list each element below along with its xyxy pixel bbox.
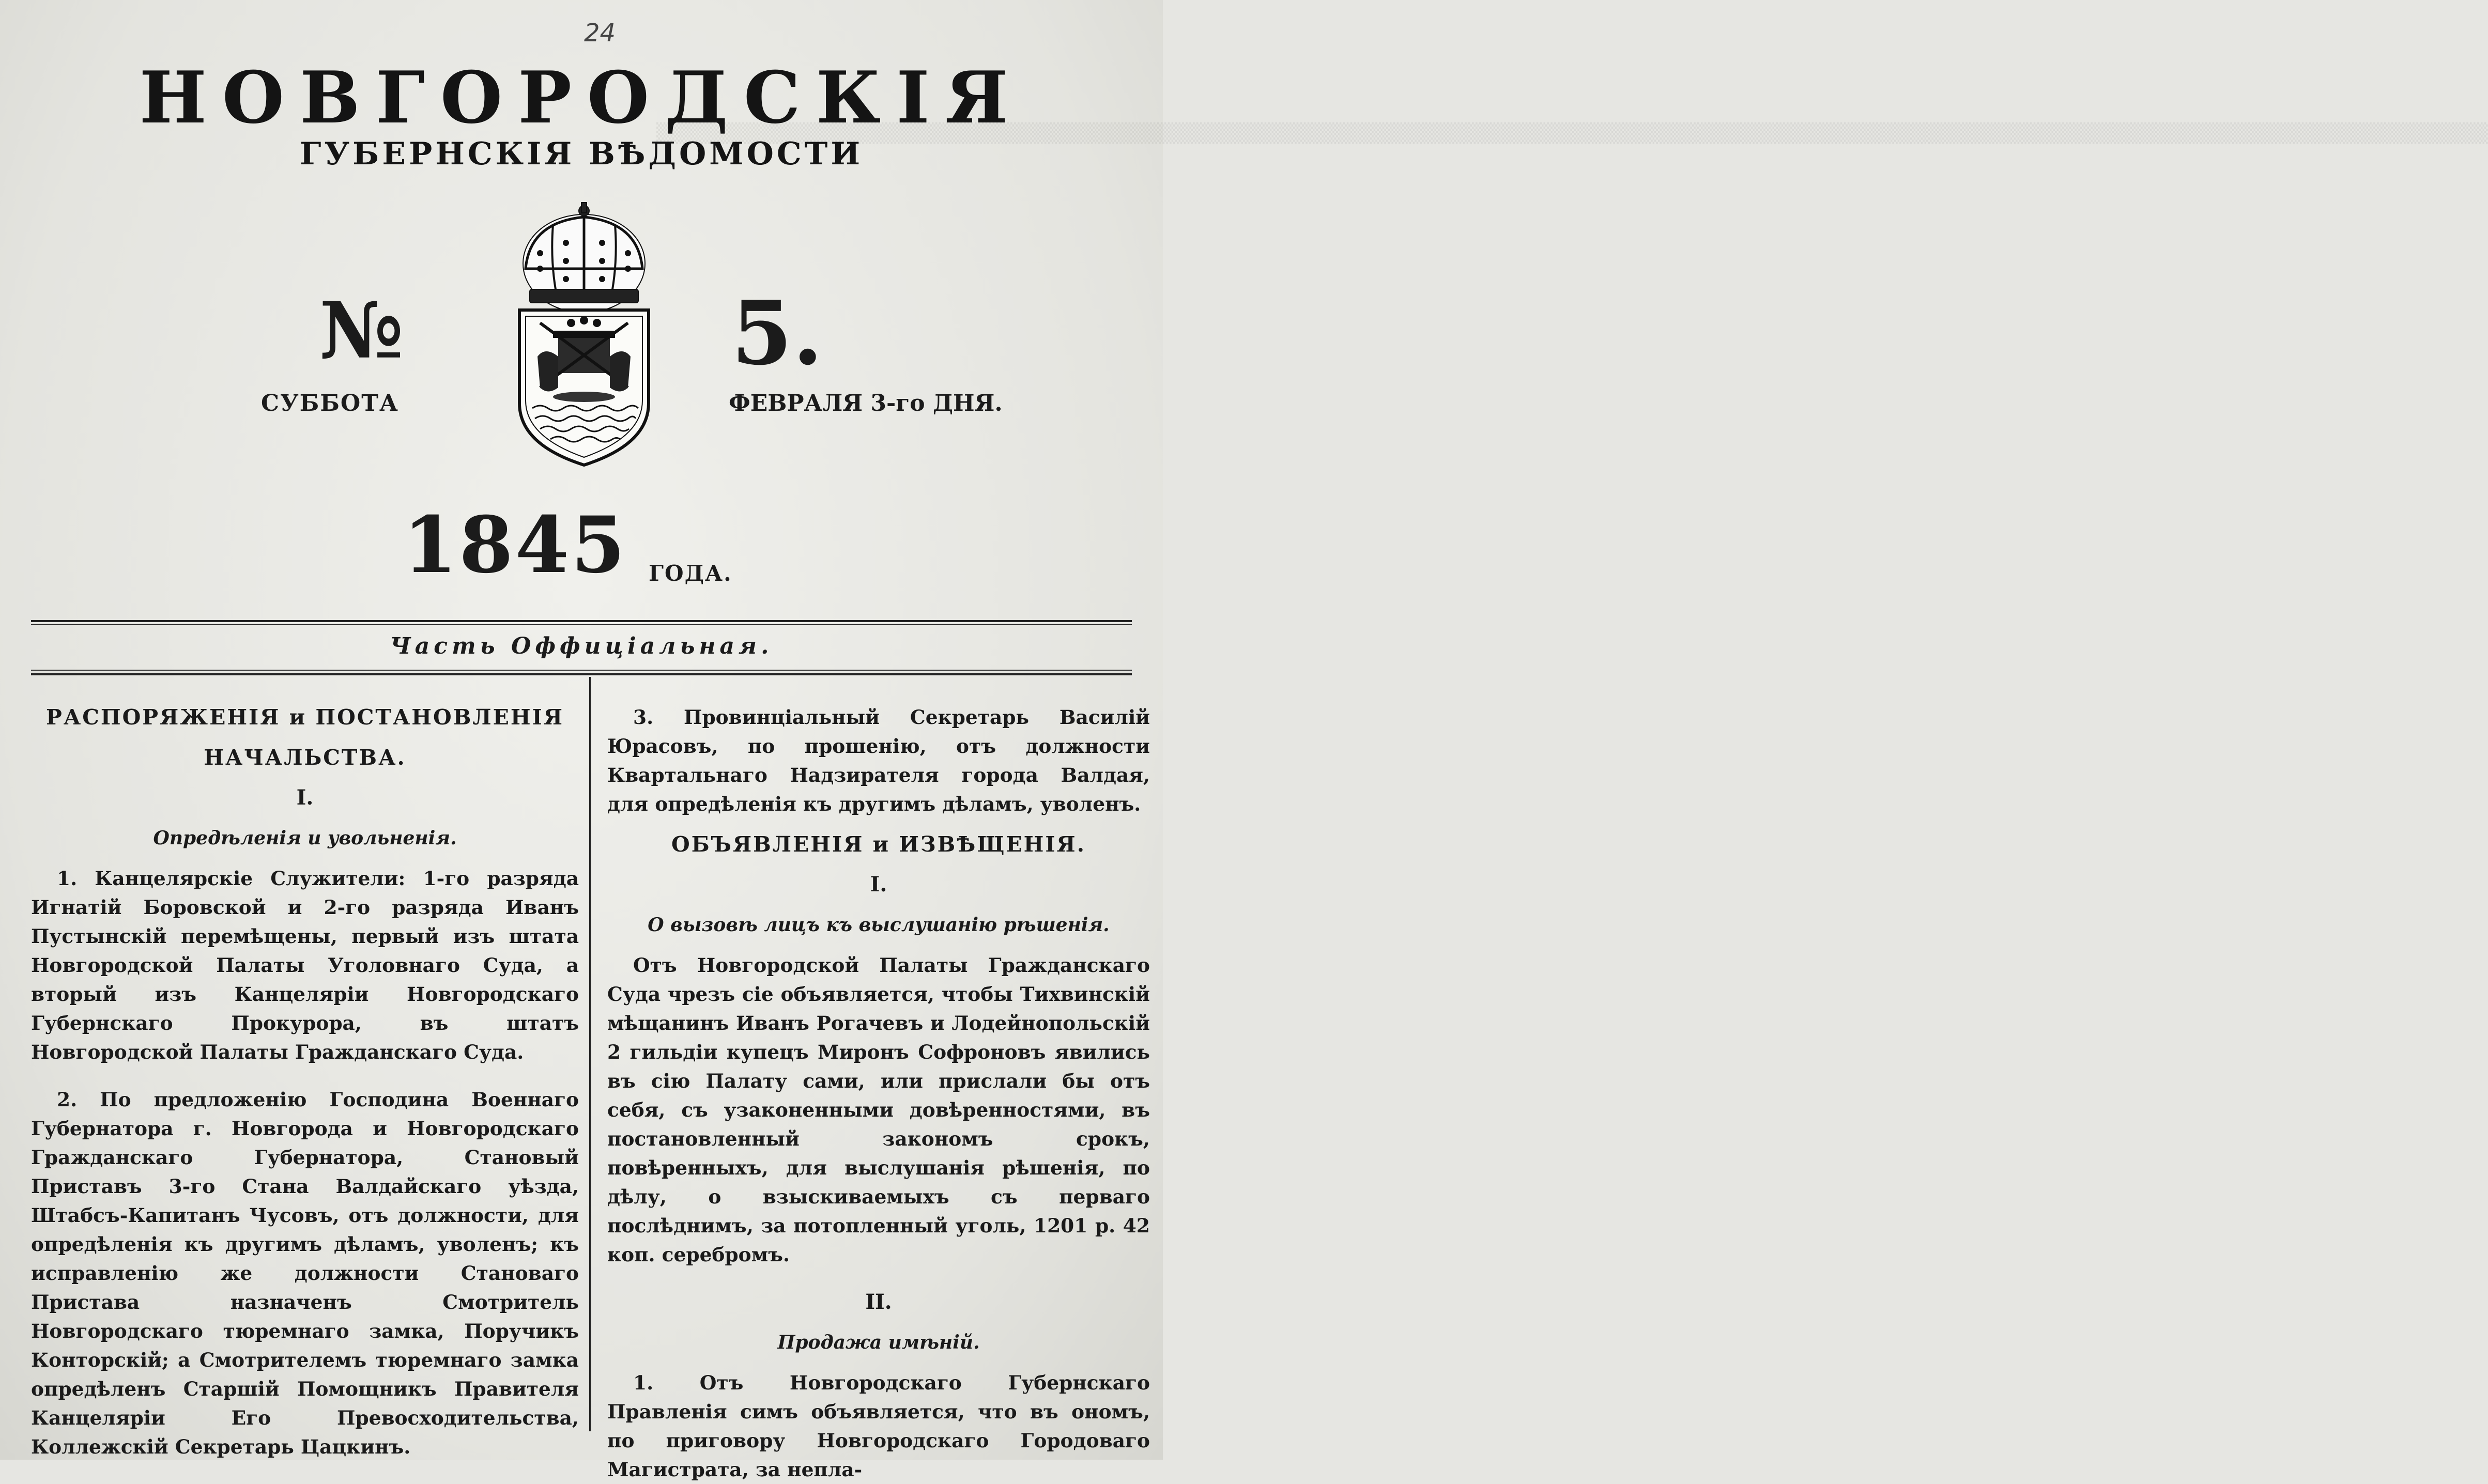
- issue-date: ФЕВРАЛЯ 3-го ДНЯ.: [729, 390, 1003, 416]
- right-notice-2: 1. Отъ Новгородскаго Губернскаго Правленiя симъ объявляется, что въ ономъ, по приговору Новгородскаго Городоваго Магистрата, за непла-: [607, 1371, 1150, 1481]
- left-subheading: Опредѣленiя и увольненiя.: [153, 827, 457, 849]
- left-paragraph-2: 2. По предложенiю Господина Военнаго Губернатора г. Новгорода и Новгородскаго Гражданскаго Губернатора, Становый Приставъ 3-го Стана Валдайскаго уѣзда, Штабсъ-Капитанъ Чусовъ, отъ должности, для опредѣленiя къ другимъ дѣламъ, уволенъ; къ исправленiю же должности Становаго Пристава назначенъ Смотритель Новгородскаго тюремнаго замка, Поручикъ Конторскiй; а Смотрителемъ тюремнаго замка опредѣленъ Старшiй Помощникъ Правителя Канцелярiи Его Превосходительства, Коллежскiй Секретарь Цацкинъ.: [31, 1088, 579, 1458]
- bottom-rule-thin: [31, 670, 1132, 671]
- number-sign: №: [319, 285, 404, 376]
- issue-year: 1845: [403, 500, 627, 591]
- left-column: [31, 703, 579, 1461]
- year-word: ГОДА.: [649, 561, 732, 586]
- left-roman-numeral: I.: [296, 785, 314, 810]
- right-roman-numeral-2: II.: [865, 1290, 892, 1314]
- bleed-through-texture: ▒▒▒▒▒▒▒▒▒▒▒▒▒▒▒▒▒▒▒▒▒▒▒▒▒▒▒▒▒▒▒▒▒▒▒▒▒▒▒▒▒▒▒▒▒▒▒▒▒▒▒▒▒▒▒▒▒▒▒▒▒▒▒▒▒▒▒▒▒▒▒▒▒▒▒▒▒▒▒▒▒▒▒▒▒▒▒▒▒▒▒▒▒▒▒▒▒▒▒▒▒▒▒▒▒▒▒▒▒▒▒▒▒▒▒▒▒▒▒▒▒▒▒▒▒▒▒▒: [656, 122, 2488, 144]
- masthead-subtitle: ГУБЕРНСКIЯ ВѢДОМОСТИ: [299, 136, 864, 172]
- bottom-rule: [31, 673, 1132, 675]
- masthead-title: НОВГОРОДСКIЯ: [139, 55, 1024, 140]
- coat-of-arms-icon: [509, 202, 659, 470]
- top-rule-thin: [31, 624, 1132, 625]
- right-subheading-2: Продажа имѣнiй.: [777, 1332, 980, 1353]
- right-column: [607, 703, 1150, 1484]
- issue-number: 5.: [731, 282, 823, 385]
- top-rule: [31, 620, 1132, 622]
- right-roman-numeral-1: I.: [870, 872, 887, 896]
- left-heading-1: РАСПОРЯЖЕНIЯ и ПОСТАНОВЛЕНIЯ: [46, 705, 564, 730]
- weekday: СУББОТА: [261, 390, 399, 416]
- left-paragraph-1: 1. Канцелярскiе Служители: 1-го разряда Игнатiй Боровской и 2-го разряда Иванъ Пустынскiй перемѣщены, первый изъ штата Новгородской Палаты Уголовнаго Суда, а вторый изъ Канцелярiи Новгородскаго Губернскаго Прокурора, въ штатъ Новгородской Палаты Гражданскаго Суда.: [31, 867, 579, 1063]
- right-heading: ОБЪЯВЛЕНIЯ и ИЗВѢЩЕНIЯ.: [671, 832, 1086, 857]
- right-paragraph-3: 3. Провинцiальный Секретарь Василiй Юрасовъ, по прошенiю, отъ должности Квартальнаго Надзирателя города Валдая, для опредѣленiя къ другимъ дѣламъ, уволенъ.: [607, 706, 1150, 815]
- right-notice-1: Отъ Новгородской Палаты Гражданскаго Суда чрезъ сiе объявляется, чтобы Тихвинскiй мѣщанинъ Иванъ Рогачевъ и Лодейнопольскiй 2 гильдiи купецъ Миронъ Софроновъ явились въ сiю Палату сами, или прислали бы отъ себя, съ узаконенными довѣренностями, въ постановленный закономъ срокъ, повѣренныхъ, для выслушанiя рѣшенiя, по дѣлу, о взыскиваемыхъ съ перваго послѣднимъ, за потопленный уголь, 1201 р. 42 коп. серебромъ.: [607, 954, 1150, 1266]
- pencil-page-number: 24: [584, 19, 616, 48]
- section-label: Часть Оффицiальная.: [390, 633, 773, 659]
- column-separator: [589, 677, 591, 1431]
- right-subheading-1: О вызовѣ лицъ къ выслушанiю рѣшенiя.: [648, 914, 1110, 936]
- left-heading-2: НАЧАЛЬСТВА.: [204, 745, 406, 770]
